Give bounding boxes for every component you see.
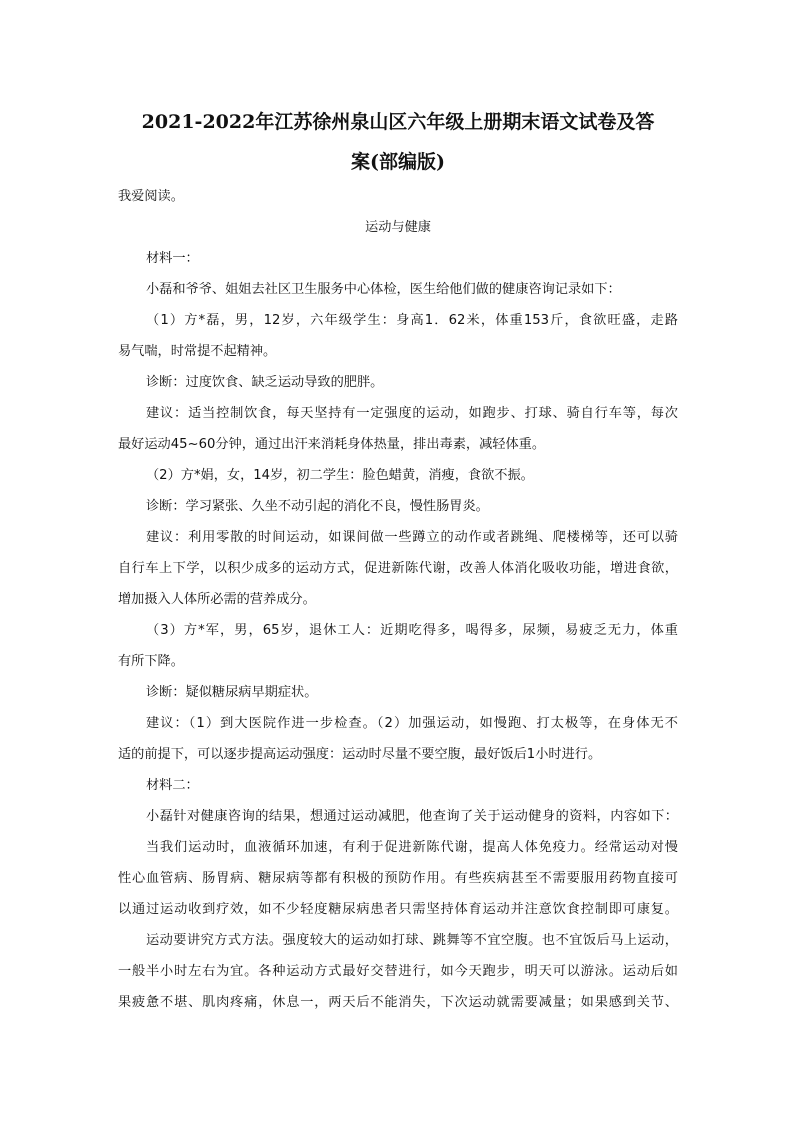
paragraph-line: 增加摄入人体所必需的营养成分。 [118,592,316,607]
material-heading: 材料二： [146,778,199,793]
title-line-1: 2021-2022年江苏徐州泉山区六年级上册期末语文试卷及答 [141,111,655,133]
paragraph-line: 小磊针对健康咨询的结果，想通过运动减肥，他查询了关于运动健身的资料，内容如下： [146,809,678,824]
paragraph-line: （1）方*磊，男，12岁，六年级学生：身高1．62米，体重153斤，食欲旺盛，走路 [146,313,678,328]
paragraph-line: 建议：利用零散的时间运动，如课间做一些蹲立的动作或者跳绳、爬楼梯等，还可以骑 [146,530,678,545]
paragraph-line: 当我们运动时，血液循环加速，有利于促进新陈代谢，提高人体免疫力。经常运动对慢 [146,840,678,855]
title-line-2: 案(部编版) [351,151,445,173]
paragraph-line: 最好运动45~60分钟，通过出汗来消耗身体热量，排出毒素，减轻体重。 [118,437,546,452]
document-title [118,102,678,182]
paragraph-line: 诊断：过度饮食、缺乏运动导致的肥胖。 [146,375,384,390]
paragraph-line: 一般半小时左右为宜。各种运动方式最好交替进行，如今天跑步，明天可以游泳。运动后如 [118,964,678,979]
paragraph-line: 诊断：学习紧张、久坐不动引起的消化不良，慢性肠胃炎。 [146,499,489,514]
material-heading: 材料一： [146,251,199,266]
paragraph-line: 有所下降。 [118,654,184,669]
paragraph-line: 建议：适当控制饮食，每天坚持有一定强度的运动，如跑步、打球、骑自行车等，每次 [146,406,678,421]
paragraph-line: （2）方*娟，女，14岁，初二学生：脸色蜡黄，消瘦，食欲不振。 [146,468,534,483]
section-intro: 我爱阅读。 [118,189,184,204]
article-title: 运动与健康 [365,220,431,235]
paragraph-line: 小磊和爷爷、姐姐去社区卫生服务中心体检，医生给他们做的健康咨询记录如下： [146,282,621,297]
paragraph-line: 适的前提下，可以逐步提高运动强度：运动时尽量不要空腹，最好饭后1小时进行。 [118,747,602,762]
paragraph-line: 建议：（1）到大医院作进一步检查。（2）加强运动，如慢跑、打太极等，在身体无不 [146,716,678,731]
paragraph-line: 性心血管病、肠胃病、糖尿病等都有积极的预防作用。有些疾病甚至不需要服用药物直接可 [118,871,678,886]
paragraph-line: 自行车上下学，以积少成多的运动方式，促进新陈代谢，改善人体消化吸收功能，增进食欲， [118,561,678,576]
paragraph-line: 易气喘，时常提不起精神。 [118,344,277,359]
paragraph-line: 诊断：疑似糖尿病早期症状。 [146,685,318,700]
paragraph-line: 果疲惫不堪、肌肉疼痛，休息一，两天后不能消失，下次运动就需要减量；如果感到关节、 [118,995,678,1010]
paragraph-line: 以通过运动收到疗效，如不少轻度糖尿病患者只需坚持体育运动并注意饮食控制即可康复。 [118,902,678,917]
document-body [118,181,678,1018]
paragraph-line: （3）方*军，男，65岁，退休工人：近期吃得多，喝得多，尿频，易疲乏无力，体重 [146,623,678,638]
paragraph-line: 运动要讲究方式方法。强度较大的运动如打球、跳舞等不宜空腹。也不宜饭后马上运动， [146,933,678,948]
